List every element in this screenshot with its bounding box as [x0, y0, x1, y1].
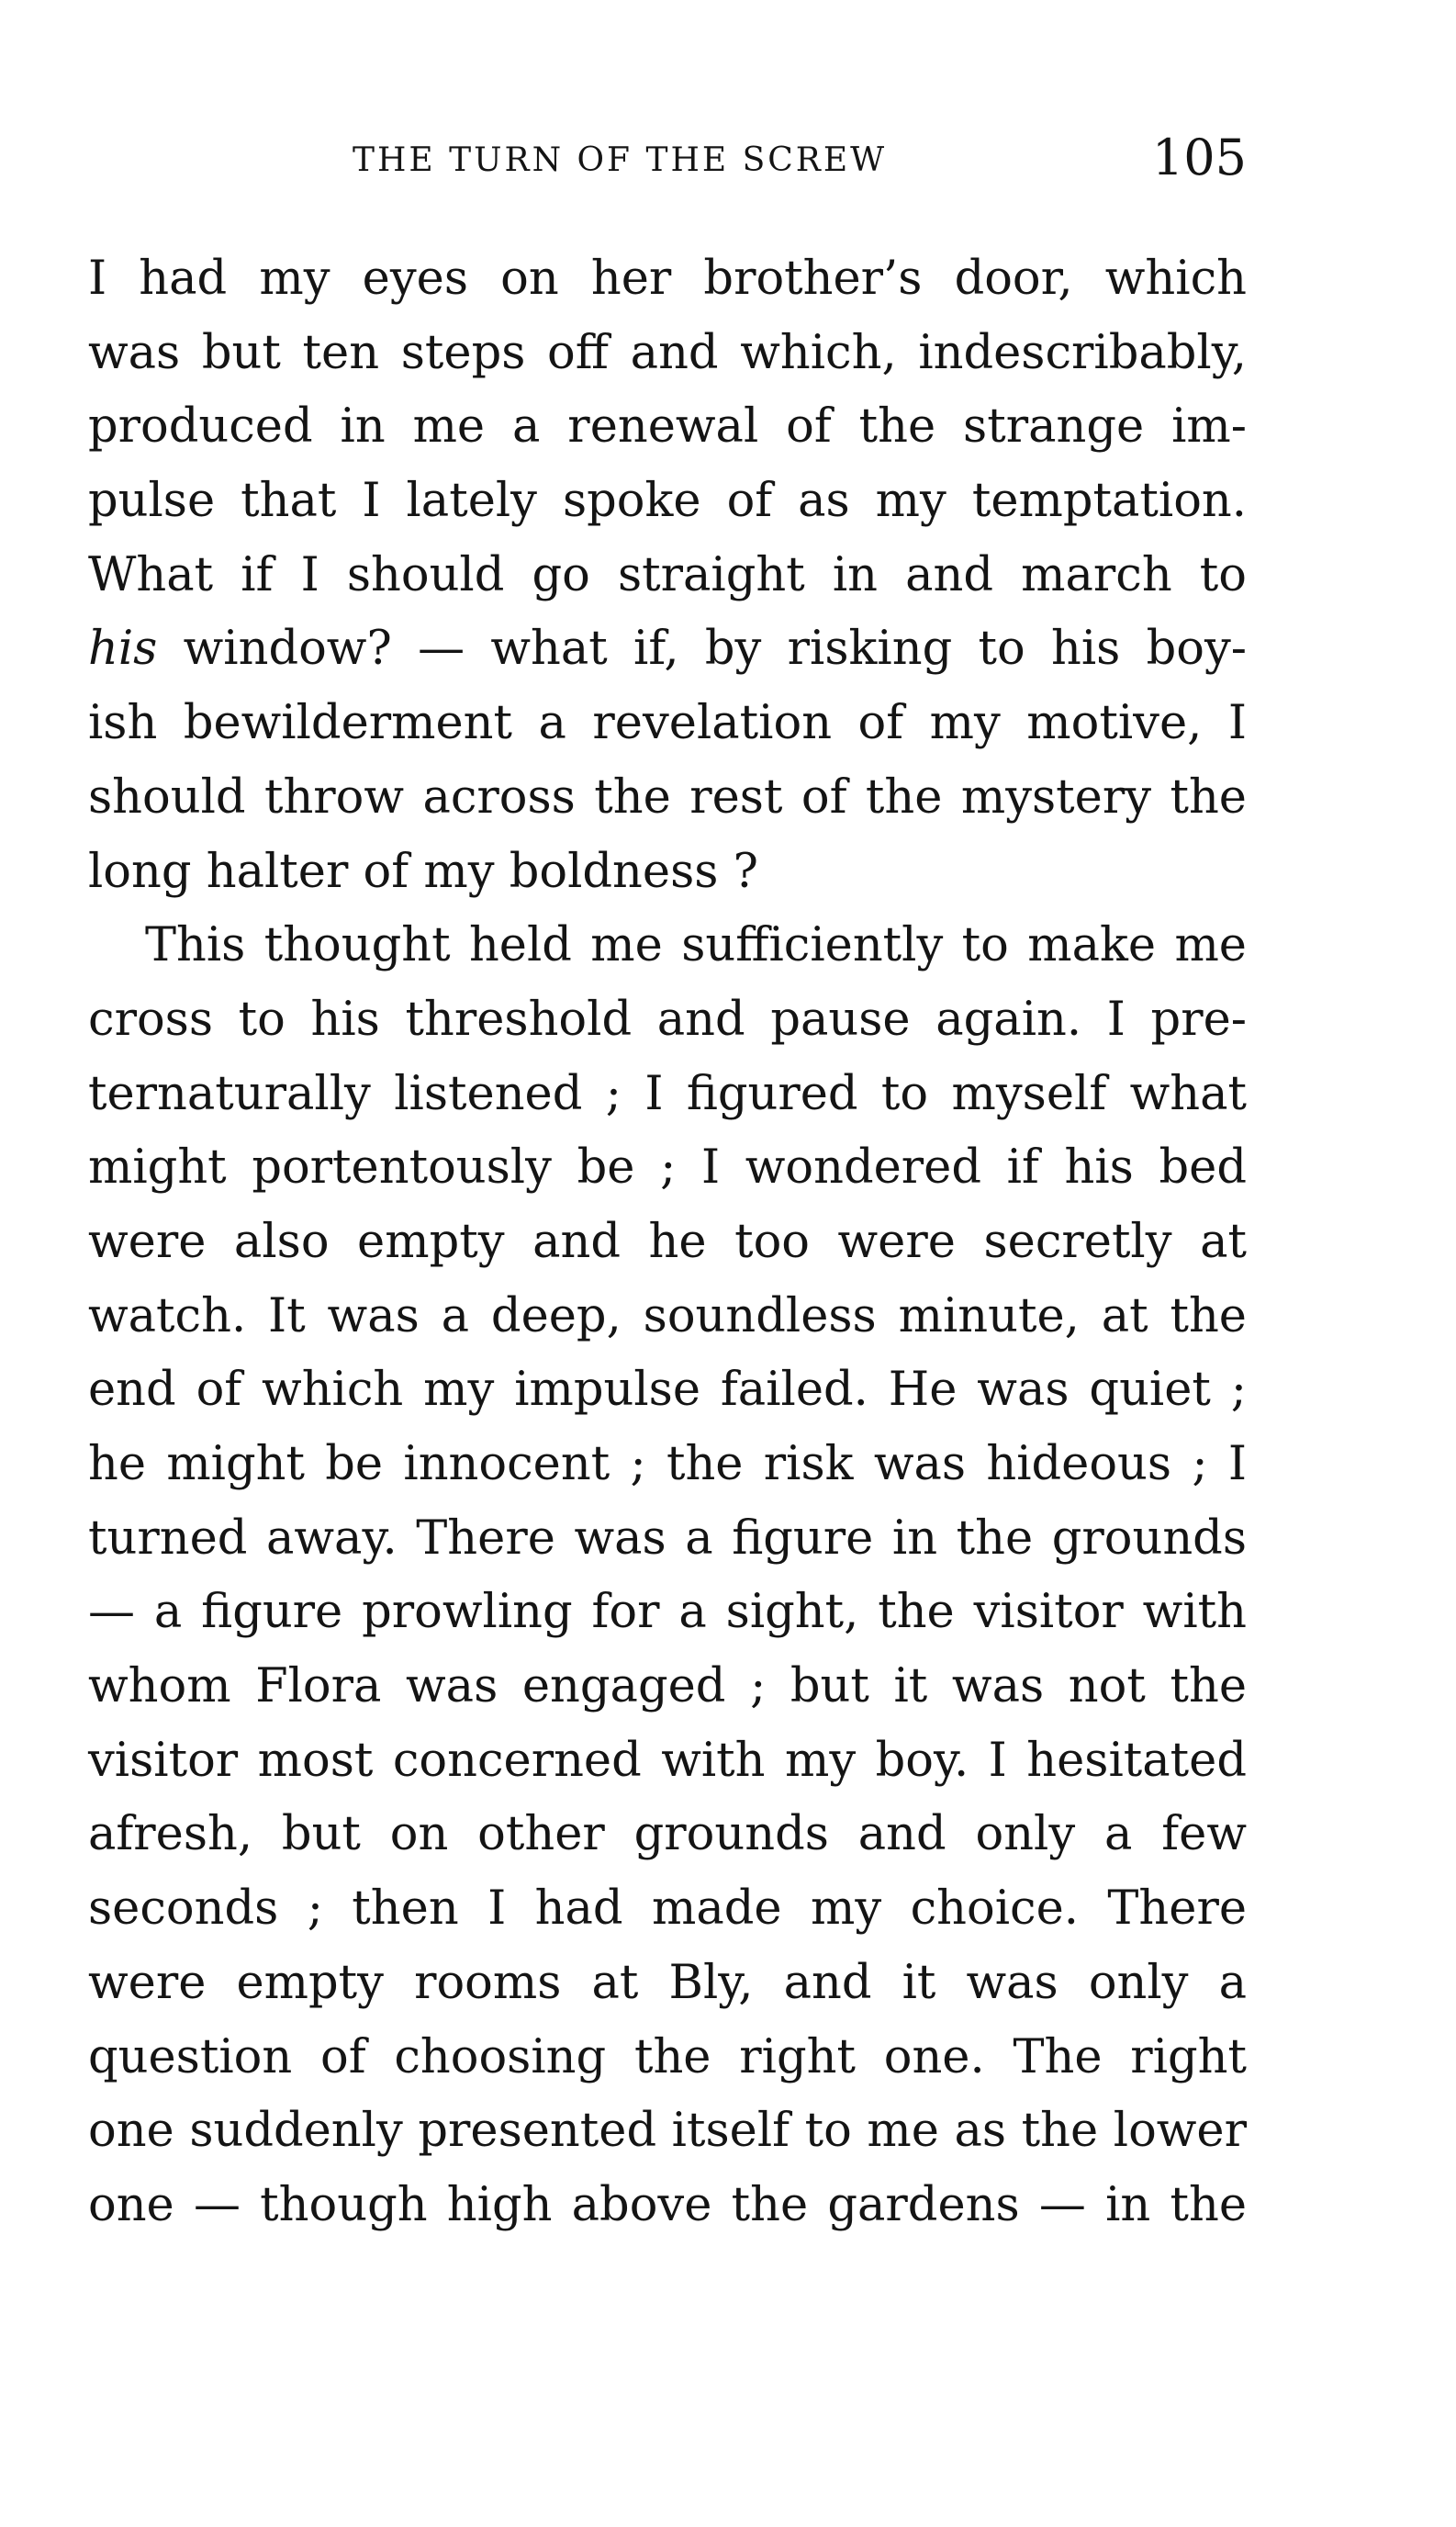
- running-title: THE TURN OF THE SCREW: [353, 141, 888, 179]
- text-line: visitor most concerned with my boy. I hesitated: [88, 1733, 1247, 1788]
- text-line: What if I should go straight in and march to: [88, 547, 1247, 602]
- text-line: turned away. There was a figure in the grounds: [88, 1511, 1247, 1566]
- text-line: — a figure prowling for a sight, the visitor with: [88, 1585, 1247, 1640]
- text-line: were also empty and he too were secretly at: [88, 1214, 1247, 1269]
- emphasis-word: his: [88, 622, 158, 677]
- text-line: seconds ; then I had made my choice. There: [88, 1881, 1247, 1937]
- text-line: ternaturally listened ; I figured to myself what: [88, 1066, 1247, 1121]
- text-line: end of which my impulse failed. He was quiet ;: [88, 1363, 1247, 1418]
- text-line: produced in me a renewal of the strange im-: [88, 399, 1247, 455]
- text-line: pulse that I lately spoke of as my temptation.: [88, 474, 1247, 529]
- text-line: should throw across the rest of the mystery the: [88, 769, 1247, 825]
- text-line: he might be innocent ; the risk was hideous ; I: [88, 1437, 1247, 1491]
- text-line: one — though high above the gardens — in the: [88, 2177, 1247, 2232]
- text-line: whom Flora was engaged ; but it was not the: [88, 1659, 1247, 1714]
- text-line-rest: window? — what if, by risking to his boy-: [183, 622, 1247, 677]
- page-number: 105: [1151, 129, 1247, 186]
- text-line: afresh, but on other grounds and only a few: [88, 1807, 1247, 1862]
- text-line: one suddenly presented itself to me as the lower: [88, 2104, 1247, 2159]
- text-line: might portentously be ; I wondered if his bed: [88, 1140, 1247, 1196]
- running-head: [88, 129, 1247, 193]
- body-text: [88, 242, 1247, 2243]
- text-line: watch. It was a deep, soundless minute, at the: [88, 1288, 1247, 1343]
- text-line: long halter of my boldness ?: [88, 844, 758, 899]
- text-line: were empty rooms at Bly, and it was only a: [88, 1955, 1247, 2010]
- text-line-with-emphasis: [88, 612, 1247, 687]
- text-line: cross to his threshold and pause again. I pre-: [88, 992, 1247, 1047]
- text-line: This thought held me sufficiently to make me: [145, 918, 1247, 973]
- text-line: I had my eyes on her brother’s door, which: [88, 252, 1247, 306]
- text-line: question of choosing the right one. The right: [88, 2029, 1247, 2084]
- text-line: was but ten steps off and which, indescribably,: [88, 325, 1247, 380]
- text-line: ish bewilderment a revelation of my motive, I: [88, 696, 1247, 751]
